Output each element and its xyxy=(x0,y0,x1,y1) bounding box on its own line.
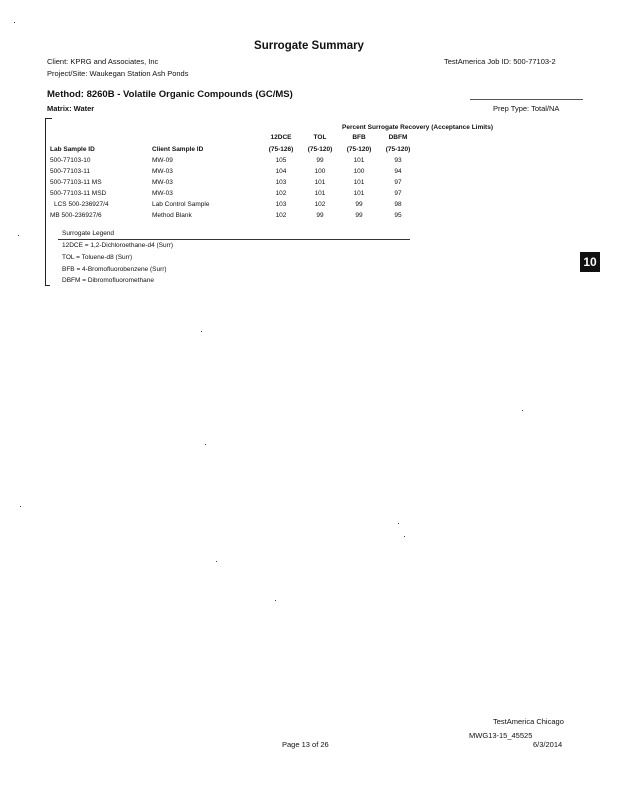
table-cell: 102 xyxy=(275,212,287,219)
table-row-client-id: MW-09 xyxy=(152,157,173,164)
table-cell: 104 xyxy=(275,168,287,175)
table-cell: 102 xyxy=(314,201,326,208)
table-row-lab-id: MB 500-236927/6 xyxy=(50,212,102,219)
col-limits-tol: (75-120) xyxy=(307,146,333,153)
table-cell: 100 xyxy=(353,168,365,175)
table-bracket xyxy=(45,118,46,285)
table-row-lab-id: 500-77103-11 xyxy=(50,168,90,175)
table-row-client-id: Method Blank xyxy=(152,212,192,219)
table-cell: 101 xyxy=(314,190,326,197)
table-cell: 98 xyxy=(394,201,402,208)
table-row-lab-id: LCS 500-236927/4 xyxy=(54,201,109,208)
prep-type: Prep Type: Total/NA xyxy=(493,104,560,113)
table-cell: 102 xyxy=(275,190,287,197)
table-cell: 101 xyxy=(353,157,365,164)
table-cell: 101 xyxy=(353,179,365,186)
table-cell: 100 xyxy=(314,168,326,175)
recovery-group-header: Percent Surrogate Recovery (Acceptance Limits) xyxy=(342,124,493,131)
job-id: TestAmerica Job ID: 500-77103-2 xyxy=(444,57,556,66)
scan-speck xyxy=(201,331,202,332)
scan-speck xyxy=(18,235,19,236)
scan-speck xyxy=(20,506,21,507)
table-cell: 99 xyxy=(355,212,363,219)
legend-item: BFB = 4-Bromofluorobenzene (Surr) xyxy=(62,266,167,273)
legend-title: Surrogate Legend xyxy=(62,230,115,237)
table-cell: 99 xyxy=(316,157,324,164)
col-code-tol: TOL xyxy=(313,134,327,141)
table-cell: 101 xyxy=(353,190,365,197)
table-row-lab-id: 500-77103-10 xyxy=(50,157,91,164)
col-code-bfb: BFB xyxy=(352,134,366,141)
footer-doc-id: MWG13-15_45525 xyxy=(469,731,533,740)
legend-rule xyxy=(58,239,410,240)
table-bracket-bottom xyxy=(45,285,50,286)
scan-speck xyxy=(14,22,15,23)
legend-item: DBFM = Dibromofluoromethane xyxy=(62,277,154,284)
table-row-lab-id: 500-77103-11 MSD xyxy=(50,190,107,197)
table-cell: 97 xyxy=(394,190,402,197)
matrix-label: Matrix: Water xyxy=(47,104,95,113)
header-divider xyxy=(470,99,583,100)
footer-lab: TestAmerica Chicago xyxy=(493,717,564,726)
table-cell: 105 xyxy=(275,157,287,164)
table-row-client-id: Lab Control Sample xyxy=(152,201,210,208)
legend-item: 12DCE = 1,2-Dichloroethane-d4 (Surr) xyxy=(62,242,174,249)
table-cell: 103 xyxy=(275,179,287,186)
table-cell: 99 xyxy=(316,212,324,219)
scan-speck xyxy=(522,410,523,411)
method-title: Method: 8260B - Volatile Organic Compounds (GC/MS) xyxy=(47,89,293,100)
scan-speck xyxy=(275,600,276,601)
table-row-client-id: MW-03 xyxy=(152,190,173,197)
legend-item: TOL = Toluene-d8 (Surr) xyxy=(62,254,133,261)
scan-speck xyxy=(404,536,405,537)
section-tab: 10 xyxy=(580,252,600,272)
table-cell: 95 xyxy=(394,212,402,219)
col-lab-sample-id: Lab Sample ID xyxy=(50,146,95,153)
table-cell: 94 xyxy=(394,168,402,175)
table-cell: 93 xyxy=(394,157,402,164)
table-bracket-top xyxy=(45,118,52,119)
table-row-lab-id: 500-77103-11 MS xyxy=(50,179,102,186)
footer-date: 6/3/2014 xyxy=(533,740,563,749)
col-code-dbfm: DBFM xyxy=(388,134,408,141)
table-row-client-id: MW-03 xyxy=(152,179,173,186)
col-client-sample-id: Client Sample ID xyxy=(152,146,204,153)
client-line: Client: KPRG and Associates, Inc xyxy=(47,57,159,66)
scan-speck xyxy=(398,523,399,524)
scan-speck xyxy=(205,444,206,445)
scan-speck xyxy=(216,561,217,562)
table-row-client-id: MW-03 xyxy=(152,168,173,175)
col-code-12dce: 12DCE xyxy=(270,134,292,141)
page-title: Surrogate Summary xyxy=(254,40,364,52)
project-line: Project/Site: Waukegan Station Ash Ponds xyxy=(47,69,189,78)
table-cell: 101 xyxy=(314,179,326,186)
table-cell: 97 xyxy=(394,179,402,186)
col-limits-dbfm: (75-120) xyxy=(385,146,411,153)
col-limits-bfb: (75-120) xyxy=(346,146,372,153)
col-limits-12dce: (75-126) xyxy=(268,146,294,153)
table-cell: 99 xyxy=(355,201,363,208)
footer-page: Page 13 of 26 xyxy=(282,740,329,749)
table-cell: 103 xyxy=(275,201,287,208)
